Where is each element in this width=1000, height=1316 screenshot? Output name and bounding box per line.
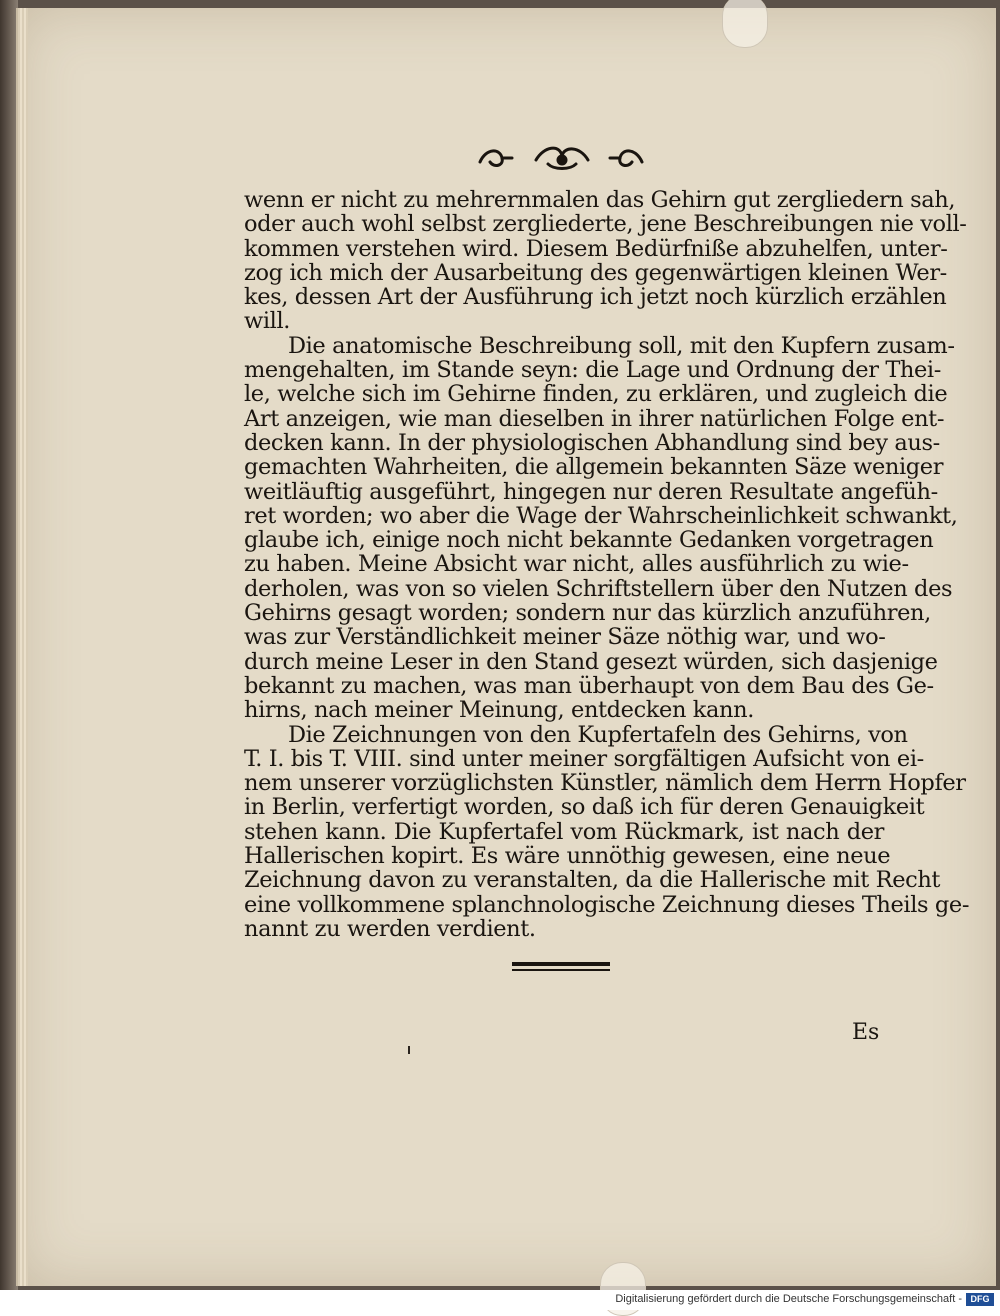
text-line: gemachten Wahrheiten, die allgemein bekannten Säze weniger xyxy=(244,454,944,481)
text-line: Hallerischen kopirt. Es wäre unnöthig gewesen, eine neue xyxy=(244,843,891,870)
text-line: glaube ich, einige noch nicht bekannte Gedanken vorgetragen xyxy=(244,527,934,554)
text-line: derholen, was von so vielen Schriftstellern über den Nutzen des xyxy=(244,575,953,602)
section-rule xyxy=(512,962,610,972)
text-line: kommen verstehen wird. Diesem Bedürfniße abzuhelfen, unter- xyxy=(244,235,948,262)
text-line: ret worden; wo aber die Wage der Wahrscheinlichkeit schwankt, xyxy=(244,502,958,529)
text-line: in Berlin, verfertigt worden, so daß ich für deren Genauigkeit xyxy=(244,794,925,821)
text-line: oder auch wohl selbst zergliederte, jene Beschreibungen nie voll- xyxy=(244,211,967,238)
text-line: zu haben. Meine Absicht war nicht, alles ausführlich zu wie- xyxy=(244,551,909,578)
ornament-icon xyxy=(466,140,656,174)
paragraph-start-line: Die anatomische Beschreibung soll, mit den Kupfern zusam- xyxy=(288,332,955,359)
text-line: T. I. bis T. VIII. sind unter meiner sorgfältigen Aufsicht von ei- xyxy=(244,745,924,772)
text-line: durch meine Leser in den Stand gesezt würden, sich dasjenige xyxy=(244,648,938,675)
text-line: nem unserer vorzüglichsten Künstler, nämlich dem Herrn Hopfer xyxy=(244,770,966,797)
text-line: Gehirns gesagt worden; sondern nur das kürzlich anzuführen, xyxy=(244,600,931,627)
rule-thin xyxy=(512,969,610,971)
text-line: kes, dessen Art der Ausführung ich jetzt noch kürzlich erzählen xyxy=(244,284,947,311)
text-line: hirns, nach meiner Meinung, entdecken kann. xyxy=(244,697,754,724)
text-line: wenn er nicht zu mehrernmalen das Gehirn gut zergliedern sah, xyxy=(244,187,956,213)
text-line: was zur Verständlichkeit meiner Säze nöthig war, und wo- xyxy=(244,624,886,651)
text-line: weitläuftig ausgeführt, hingegen nur deren Resultate angefüh- xyxy=(244,478,938,505)
text-line: decken kann. In der physiologischen Abhandlung sind bey aus- xyxy=(244,429,940,456)
text-line: nannt zu werden verdient. xyxy=(244,915,536,942)
text-line: bekannt zu machen, was man überhaupt von dem Bau des Ge- xyxy=(244,672,934,699)
text-line: zog ich mich der Ausarbeitung des gegenwärtigen kleinen Wer- xyxy=(244,259,947,286)
page-clip-top xyxy=(722,0,768,48)
paragraph-start-line: Die Zeichnungen von den Kupfertafeln des Gehirns, von xyxy=(288,721,908,748)
text-line: mengehalten, im Stande seyn: die Lage und Ordnung der Thei- xyxy=(244,357,941,384)
text-line: stehen kann. Die Kupfertafel vom Rückmark, ist nach der xyxy=(244,818,884,845)
rule-thick xyxy=(512,962,610,966)
text-line: will. xyxy=(244,308,290,335)
ink-speck xyxy=(408,1046,410,1054)
catchword: Es xyxy=(852,1020,880,1045)
text-line: eine vollkommene splanchnologische Zeichnung dieses Theils ge- xyxy=(244,891,970,918)
footer-bar xyxy=(0,1290,1000,1310)
text-line: Art anzeigen, wie man dieselben in ihrer natürlichen Folge ent- xyxy=(244,405,945,432)
dfg-logo: DFG xyxy=(966,1293,994,1306)
text-line: Zeichnung davon zu veranstalten, da die Hallerische mit Recht xyxy=(244,867,941,894)
page-edge-strip xyxy=(18,8,28,1286)
body-text xyxy=(244,187,970,942)
footer-credit: Digitalisierung gefördert durch die Deutsche Forschungsgemeinschaft - xyxy=(615,1293,962,1305)
text-line: le, welche sich im Gehirne finden, zu erklären, und zugleich die xyxy=(244,381,948,408)
